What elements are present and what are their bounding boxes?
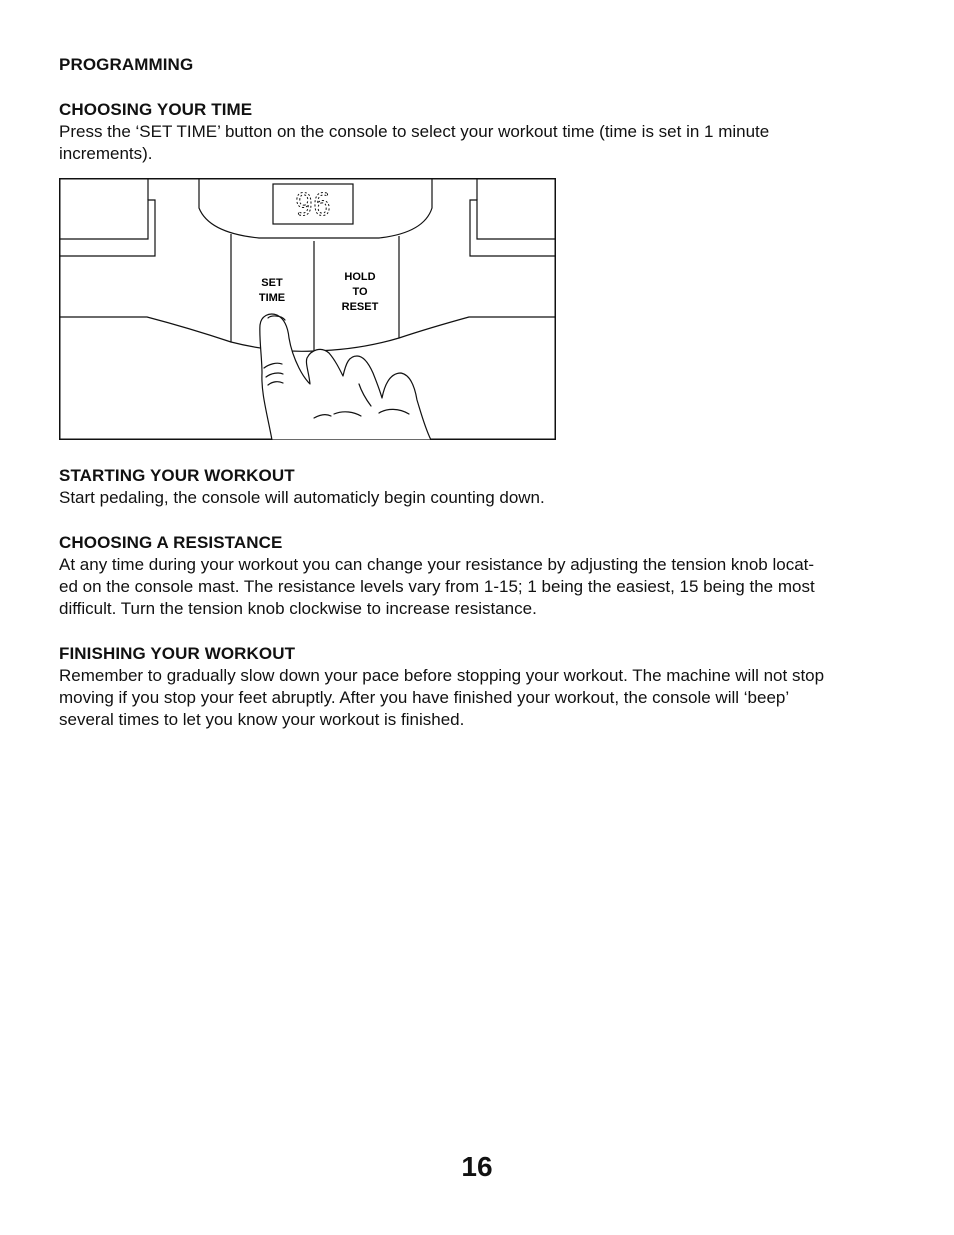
- reset-label-line2: TO: [352, 286, 368, 298]
- reset-label-line3: RESET: [341, 301, 379, 313]
- section-text-line: ed on the console mast. The resistance levels vary from 1-15; 1 being the easiest, 15 being the most: [59, 577, 815, 596]
- lcd-digits: 96: [294, 188, 332, 223]
- section-text-line: difficult. Turn the tension knob clockwise to increase resistance.: [59, 599, 537, 618]
- section-text-line: moving if you stop your feet abruptly. After you have finished your workout, the console will ‘beep’: [59, 688, 790, 707]
- set-time-label-line1: SET: [261, 277, 283, 289]
- page-number: 16: [461, 1151, 493, 1182]
- section-title-finishing-workout: FINISHING YOUR WORKOUT: [59, 644, 296, 663]
- page-content: [59, 54, 899, 731]
- section-text-line: Press the ‘SET TIME’ button on the console to select your workout time (time is set in 1 minute: [59, 122, 770, 141]
- console-drawing: [59, 178, 556, 440]
- console-illustration: [59, 178, 556, 440]
- reset-label-line1: HOLD: [344, 271, 376, 283]
- section-text-line: At any time during your workout you can change your resistance by adjusting the tension knob locat-: [59, 555, 815, 574]
- set-time-label-line2: TIME: [258, 292, 286, 304]
- section-text-line: Remember to gradually slow down your pace before stopping your workout. The machine will not stop: [59, 666, 825, 685]
- section-text-line: Start pedaling, the console will automaticly begin counting down.: [59, 488, 545, 507]
- section-title-starting-workout: STARTING YOUR WORKOUT: [59, 466, 295, 485]
- page-heading: PROGRAMMING: [59, 55, 194, 74]
- section-title-choosing-resistance: CHOOSING A RESISTANCE: [59, 533, 283, 552]
- section-text-line: increments).: [59, 144, 153, 163]
- section-text-line: several times to let you know your workout is finished.: [59, 710, 465, 729]
- section-title-choosing-time: CHOOSING YOUR TIME: [59, 100, 253, 119]
